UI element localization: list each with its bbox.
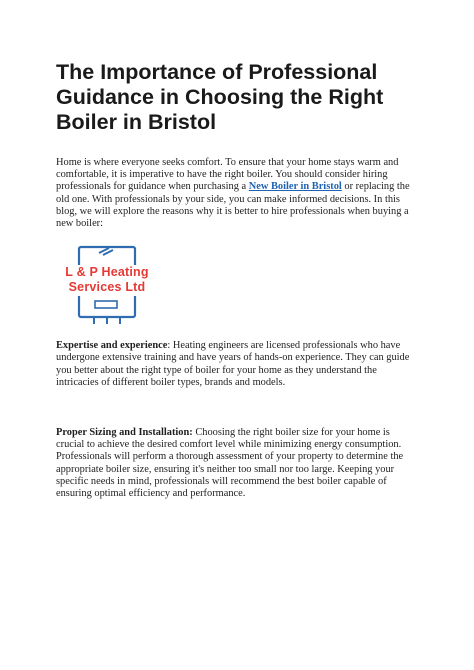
section-body: Choosing the right boiler size for your home is crucial to achieve the desired comfort level while minimizing energy consumption. Professionals will perform a thorough assessment of your property to determine the appropriate boiler size, ensuring it's neither too small nor too large. Keeping your specific needs in mind, professionals will recommend the best boiler capable of ensuring optimal efficiency and performance. bbox=[56, 427, 404, 500]
section-sizing bbox=[56, 427, 418, 500]
logo-line-1: L & P Heating bbox=[65, 265, 149, 280]
intro-paragraph bbox=[56, 157, 418, 230]
section-body: : Heating engineers are licensed professionals who have undergone extensive training and have years of hands-on experience. They can guide you better about the right type of boiler for your home as they understand the intricacies of different boiler types, brands and models. bbox=[56, 340, 410, 388]
page-title: The Importance of Professional Guidance in Choosing the Right Boiler in Bristol bbox=[56, 60, 384, 134]
section-heading: Proper Sizing and Installation: bbox=[56, 427, 193, 439]
section-expertise bbox=[56, 340, 418, 389]
logo-line-2: Services Ltd bbox=[68, 280, 146, 295]
section-heading: Expertise and experience bbox=[56, 340, 168, 352]
intro-text-after: or replacing the old one. With professionals by your side, you can make informed decisions. In this blog, we will explore the reasons why it is better to hire professionals when buying a new boiler: bbox=[56, 181, 410, 230]
new-boiler-link[interactable]: New Boiler in Bristol bbox=[248, 181, 342, 193]
intro-text-before: Home is where everyone seeks comfort. To ensure that your home stays warm and comfortable, it is imperative to have the right boiler. You should consider hiring professionals for guidance when purchasing a bbox=[56, 157, 399, 193]
company-logo bbox=[52, 244, 162, 326]
